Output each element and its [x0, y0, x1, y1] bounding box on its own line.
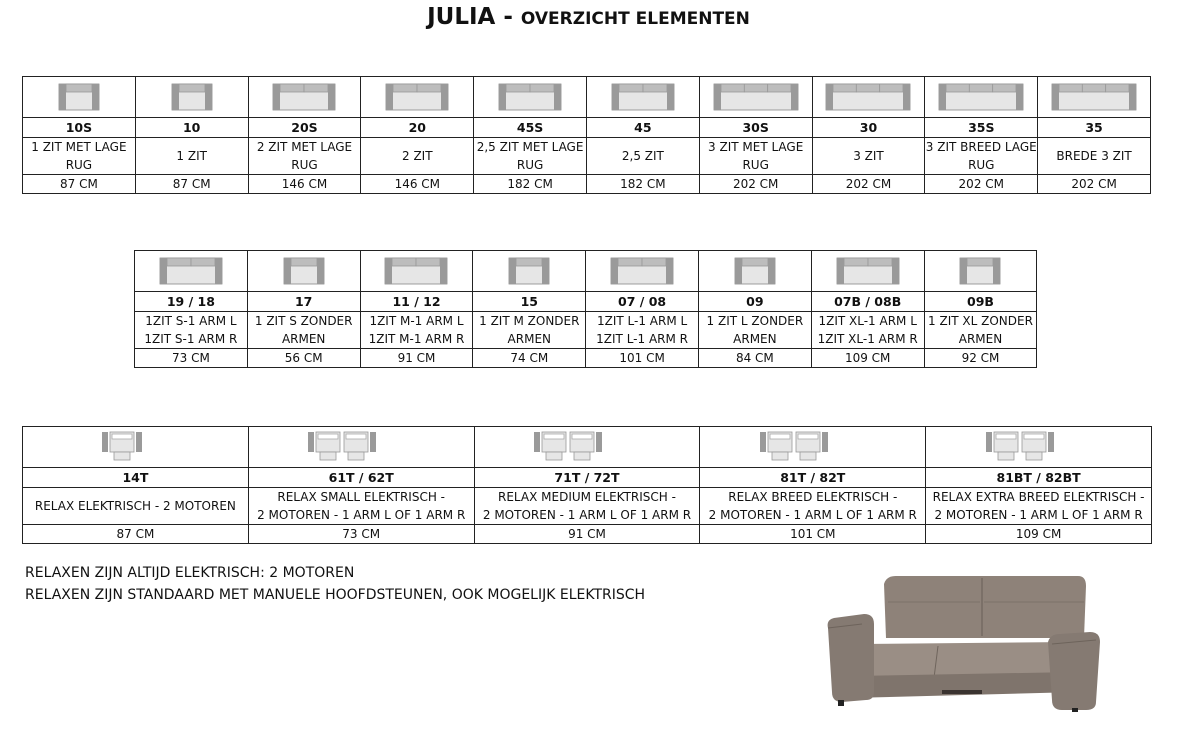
- element-size: 84 CM: [698, 349, 811, 368]
- element-image-cell: [248, 77, 361, 118]
- element-image-cell: [698, 251, 811, 292]
- element-code: 17: [247, 292, 360, 312]
- description-line: 1ZIT XL-1 ARM R: [817, 332, 918, 346]
- description-line: 2 MOTOREN - 1 ARM L OF 1 ARM R: [482, 508, 692, 522]
- element-size: 109 CM: [926, 525, 1152, 544]
- element-size: 73 CM: [248, 525, 474, 544]
- description-line: 1ZIT XL-1 ARM L: [818, 314, 917, 328]
- element-code: 09B: [924, 292, 1037, 312]
- description-line: 1ZIT S-1 ARM L: [145, 314, 237, 328]
- page-title: [0, 4, 1177, 30]
- seat-m-one-arm-icon: [383, 256, 449, 286]
- description-line: RELAX ELEKTRISCH - 2 MOTOREN: [34, 499, 236, 513]
- element-code: 45: [586, 118, 699, 138]
- description-line: RELAX SMALL ELEKTRISCH -: [277, 490, 446, 504]
- element-size: 87 CM: [23, 175, 136, 194]
- element-description: [812, 138, 925, 175]
- element-description: [248, 488, 474, 525]
- table-row-icons: [23, 77, 1151, 118]
- description-line: 3 ZIT MET LAGE: [708, 140, 804, 154]
- element-image-cell: [699, 77, 812, 118]
- element-size: 202 CM: [1038, 175, 1151, 194]
- seat-l-one-arm-icon: [609, 256, 675, 286]
- description-line: RUG: [968, 158, 995, 172]
- element-code: 81T / 82T: [700, 468, 926, 488]
- relax-medium-icon: [532, 430, 642, 464]
- description-line: RELAX EXTRA BREED ELEKTRISCH -: [932, 490, 1145, 504]
- element-code: 10: [135, 118, 248, 138]
- description-line: BREDE 3 ZIT: [1056, 149, 1132, 163]
- element-description: [23, 488, 249, 525]
- element-code: 20: [361, 118, 474, 138]
- elements-table-sofas: [22, 76, 1151, 194]
- element-size: 92 CM: [924, 349, 1037, 368]
- element-size: 182 CM: [474, 175, 587, 194]
- element-size: 182 CM: [586, 175, 699, 194]
- description-line: RELAX BREED ELEKTRISCH -: [728, 490, 898, 504]
- relax-extra-wide-icon: [984, 430, 1094, 464]
- element-image-cell: [360, 251, 473, 292]
- seat-s-no-arms-icon: [282, 256, 326, 286]
- element-image-cell: [925, 77, 1038, 118]
- element-description: [699, 138, 812, 175]
- description-line: ARMEN: [281, 332, 326, 346]
- sofa-photo: [822, 572, 1102, 712]
- element-description: [698, 312, 811, 349]
- element-description: [474, 138, 587, 175]
- description-line: 3 ZIT BREED LAGE: [925, 140, 1037, 154]
- element-description: [586, 138, 699, 175]
- description-line: 1 ZIT L ZONDER: [706, 314, 804, 328]
- sofa-1-seat-low-back-icon: [57, 82, 101, 112]
- element-image-cell: [23, 77, 136, 118]
- description-line: 1ZIT M-1 ARM R: [368, 332, 465, 346]
- element-image-cell: [247, 251, 360, 292]
- element-image-cell: [23, 427, 249, 468]
- description-line: RUG: [516, 158, 544, 172]
- element-description: [247, 312, 360, 349]
- description-line: 1 ZIT M ZONDER: [479, 314, 580, 328]
- sofa-3-seat-icon: [824, 82, 912, 112]
- element-code: 10S: [23, 118, 136, 138]
- element-size: 56 CM: [247, 349, 360, 368]
- element-image-cell: [924, 251, 1037, 292]
- description-line: 1ZIT S-1 ARM R: [144, 332, 238, 346]
- element-image-cell: [926, 427, 1152, 468]
- element-size: 91 CM: [474, 525, 700, 544]
- element-image-cell: [474, 77, 587, 118]
- element-size: 73 CM: [135, 349, 248, 368]
- element-description: [248, 138, 361, 175]
- table-row-sizes: [135, 349, 1037, 368]
- element-image-cell: [812, 77, 925, 118]
- element-image-cell: [586, 77, 699, 118]
- element-description: [926, 488, 1152, 525]
- relax-small-icon: [306, 430, 416, 464]
- element-code: 71T / 72T: [474, 468, 700, 488]
- notes: [25, 562, 645, 606]
- element-size: 202 CM: [699, 175, 812, 194]
- element-image-cell: [1038, 77, 1151, 118]
- description-line: 1 ZIT: [176, 149, 207, 163]
- element-description: [473, 312, 586, 349]
- description-line: 1 ZIT S ZONDER: [254, 314, 353, 328]
- element-size: 101 CM: [700, 525, 926, 544]
- table-row-codes: [23, 468, 1152, 488]
- table-row-codes: [135, 292, 1037, 312]
- element-description: [811, 312, 924, 349]
- element-code: 61T / 62T: [248, 468, 474, 488]
- relax-seat-icon: [100, 430, 170, 464]
- sofa-1-seat-icon: [170, 82, 214, 112]
- element-code: 09: [698, 292, 811, 312]
- title-main: JULIA -: [427, 4, 521, 30]
- description-line: RUG: [742, 158, 769, 172]
- element-code: 30S: [699, 118, 812, 138]
- description-line: 1ZIT L-1 ARM R: [596, 332, 689, 346]
- table-row-descriptions: [23, 488, 1152, 525]
- description-line: 1ZIT M-1 ARM L: [369, 314, 464, 328]
- element-description: [1038, 138, 1151, 175]
- relax-wide-icon: [758, 430, 868, 464]
- element-image-cell: [361, 77, 474, 118]
- description-line: RUG: [65, 158, 93, 172]
- description-line: 2 MOTOREN - 1 ARM L OF 1 ARM R: [708, 508, 917, 522]
- element-code: 15: [473, 292, 586, 312]
- element-image-cell: [474, 427, 700, 468]
- element-code: 45S: [474, 118, 587, 138]
- element-code: 07 / 08: [586, 292, 699, 312]
- elements-table-single-seats: [134, 250, 1037, 368]
- description-line: 1ZIT L-1 ARM L: [596, 314, 688, 328]
- table-row-icons: [23, 427, 1152, 468]
- sofa-3-seat-wide-low-back-icon: [937, 82, 1025, 112]
- table-row-codes: [23, 118, 1151, 138]
- sofa-25-seat-icon: [610, 82, 676, 112]
- element-image-cell: [811, 251, 924, 292]
- element-code: 30: [812, 118, 925, 138]
- element-size: 87 CM: [135, 175, 248, 194]
- seat-xl-one-arm-icon: [835, 256, 901, 286]
- description-line: 2 MOTOREN - 1 ARM L OF 1 ARM R: [934, 508, 1143, 522]
- element-description: [700, 488, 926, 525]
- description-line: 1 ZIT XL ZONDER: [928, 314, 1033, 328]
- element-description: [361, 138, 474, 175]
- element-code: 35: [1038, 118, 1151, 138]
- element-image-cell: [135, 251, 248, 292]
- element-code: 20S: [248, 118, 361, 138]
- element-description: [23, 138, 136, 175]
- element-size: 146 CM: [361, 175, 474, 194]
- description-line: 2 ZIT: [402, 149, 433, 163]
- element-image-cell: [248, 427, 474, 468]
- element-size: 146 CM: [248, 175, 361, 194]
- description-line: 2 MOTOREN - 1 ARM L OF 1 ARM R: [257, 508, 466, 522]
- element-size: 101 CM: [586, 349, 699, 368]
- element-code: 07B / 08B: [811, 292, 924, 312]
- note-line: RELAXEN ZIJN STANDAARD MET MANUELE HOOFDSTEUNEN, OOK MOGELIJK ELEKTRISCH: [25, 587, 646, 603]
- table-row-descriptions: [135, 312, 1037, 349]
- element-size: 202 CM: [812, 175, 925, 194]
- element-size: 74 CM: [473, 349, 586, 368]
- element-image-cell: [473, 251, 586, 292]
- description-line: RELAX MEDIUM ELEKTRISCH -: [498, 490, 676, 504]
- description-line: 2,5 ZIT: [621, 149, 664, 163]
- description-line: ARMEN: [507, 332, 552, 346]
- element-code: 35S: [925, 118, 1038, 138]
- element-description: [360, 312, 473, 349]
- table-row-descriptions: [23, 138, 1151, 175]
- element-description: [925, 138, 1038, 175]
- sofa-3-seat-low-back-icon: [712, 82, 800, 112]
- table-row-icons: [135, 251, 1037, 292]
- description-line: 1 ZIT MET LAGE: [31, 140, 127, 154]
- element-description: [586, 312, 699, 349]
- element-description: [135, 138, 248, 175]
- element-image-cell: [135, 77, 248, 118]
- element-image-cell: [586, 251, 699, 292]
- element-size: 91 CM: [360, 349, 473, 368]
- element-description: [135, 312, 248, 349]
- description-line: ARMEN: [733, 332, 777, 346]
- element-code: 19 / 18: [135, 292, 248, 312]
- element-code: 81BT / 82BT: [926, 468, 1152, 488]
- sofa-2-seat-low-back-icon: [271, 82, 337, 112]
- description-line: 2,5 ZIT MET LAGE: [476, 140, 584, 154]
- description-line: 2 ZIT MET LAGE: [256, 140, 353, 154]
- description-line: ARMEN: [958, 332, 1003, 346]
- title-sub: OVERZICHT ELEMENTEN: [520, 9, 750, 29]
- sofa-3-seat-wide-icon: [1050, 82, 1138, 112]
- element-size: 109 CM: [811, 349, 924, 368]
- seat-m-no-arms-icon: [507, 256, 551, 286]
- description-line: 3 ZIT: [853, 149, 884, 163]
- seat-l-no-arms-icon: [733, 256, 777, 286]
- element-code: 11 / 12: [360, 292, 473, 312]
- element-description: [474, 488, 700, 525]
- note-line: RELAXEN ZIJN ALTIJD ELEKTRISCH: 2 MOTOREN: [25, 565, 355, 581]
- seat-s-one-arm-icon: [158, 256, 224, 286]
- sofa-25-seat-low-back-icon: [497, 82, 563, 112]
- description-line: RUG: [291, 158, 318, 172]
- table-row-sizes: [23, 525, 1152, 544]
- element-image-cell: [700, 427, 926, 468]
- sofa-2-seat-icon: [384, 82, 450, 112]
- elements-table-relax: [22, 426, 1152, 544]
- element-size: 202 CM: [925, 175, 1038, 194]
- element-description: [924, 312, 1037, 349]
- element-code: 14T: [23, 468, 249, 488]
- table-row-sizes: [23, 175, 1151, 194]
- element-size: 87 CM: [23, 525, 249, 544]
- seat-xl-no-arms-icon: [958, 256, 1002, 286]
